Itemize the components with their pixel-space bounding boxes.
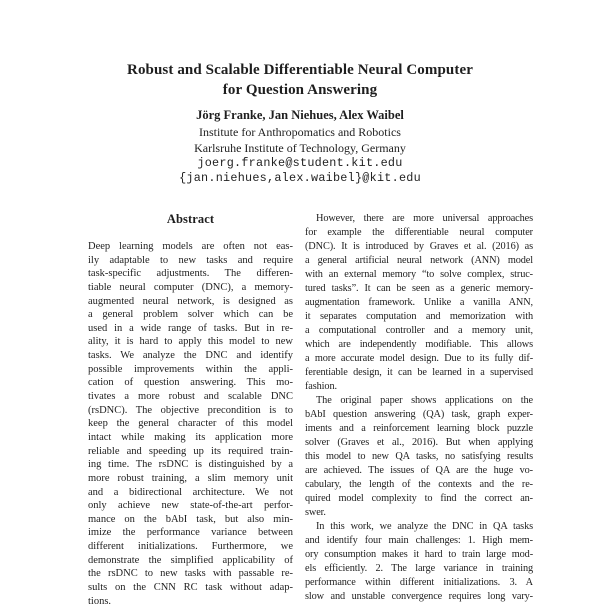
text-line: mance on the bAbI task, but also min-	[88, 513, 293, 525]
text-line: intact while making its application more	[88, 431, 293, 443]
text-line: ory consumption makes it hard to train large mod-	[305, 549, 533, 560]
text-line: this model to new QA tasks, no satisfying results	[305, 451, 533, 462]
text-line: ferentiable design, it can be learned in a supervised	[305, 367, 533, 378]
text-line: sults on the CNN RC task without adap-	[88, 582, 293, 594]
abstract-heading: Abstract	[166, 212, 215, 226]
text-line: reliable and speeding up its required train-	[88, 445, 293, 457]
text-line: quired model complexity to find the correct an-	[305, 493, 533, 504]
text-line: possible improvements within the appli-	[88, 363, 293, 375]
text-line: with an external memory “to solve complex, struc-	[305, 269, 533, 280]
text-line: augmentation framework. Unlike a vanilla ANN,	[305, 297, 533, 308]
abstract-body	[88, 240, 293, 608]
text-line: Deep learning models are often not eas-	[88, 241, 293, 252]
text-line: a general problem solver which can be	[88, 309, 293, 321]
text-line: for example the differentiable neural computer	[305, 227, 533, 238]
text-line: augmented neural network, is designed as	[88, 295, 293, 307]
text-line: imize the performance variance between	[88, 527, 293, 539]
text-line: are achieved. The issues of QA are the huge vo-	[305, 465, 533, 476]
text-line: only achieve new state-of-the-art perfor-	[88, 500, 293, 512]
text-line: slow and unstable convergence requires long vary-	[305, 591, 533, 602]
text-line: ily adaptable to new tasks and require	[88, 254, 293, 266]
paper-title-line2: for Question Answering	[222, 82, 378, 98]
text-line: tions.	[88, 595, 112, 607]
text-line: ality, it is hard to apply this model to new	[88, 336, 293, 348]
text-line: used in a wide range of tasks. But in re-	[88, 322, 293, 334]
text-line: different initializations. Furthermore, we	[88, 541, 293, 553]
text-line: it separates computation and memorization with	[305, 311, 533, 322]
text-line: and a bidirectional architecture. We not	[88, 486, 293, 498]
text-line: a computational controller and a memory unit,	[305, 325, 533, 336]
affiliation-line1: Institute for Anthropomatics and Robotics	[199, 125, 401, 139]
email-line1: joerg.franke@student.kit.edu	[197, 156, 403, 170]
affiliation-line2: Karlsruhe Institute of Technology, Germany	[194, 140, 406, 155]
text-line: In this work, we analyze the DNC in QA tasks	[316, 521, 533, 532]
text-line: tasks. We analyze the DNC and identify	[88, 350, 293, 362]
text-line: the rsDNC to new tasks with passable re-	[88, 568, 293, 580]
text-line: and identify four main challenges: 1. High mem-	[305, 535, 533, 546]
paper-title-line1: Robust and Scalable Differentiable Neural Computer	[127, 62, 473, 78]
text-line: a more accurate model design. Due to its fully dif-	[305, 353, 533, 364]
text-line: demonstrate the simplified applicability of	[88, 554, 293, 566]
left-column	[88, 212, 293, 608]
text-line: swer.	[305, 507, 326, 518]
author-block	[0, 107, 600, 185]
text-line: iments and a reinforcement learning block puzzle	[305, 423, 533, 434]
text-line: The original paper shows applications on the	[316, 395, 533, 406]
paper-title	[0, 60, 600, 100]
author-names: Jörg Franke, Jan Niehues, Alex Waibel	[196, 108, 404, 122]
text-line: ing time. The rsDNC is distinguished by a	[88, 459, 293, 471]
text-line: (rsDNC). The objective precondition is to	[88, 404, 293, 416]
text-line: However, there are more universal approaches	[316, 213, 533, 224]
text-line: which are independently modifiable. This allows	[305, 339, 533, 350]
text-line: cation of question answering. This mo-	[88, 377, 293, 389]
text-line: performance within different initializations. 3. A	[305, 577, 533, 588]
right-column	[305, 212, 533, 604]
text-line: cabulary, the length of the contexts and the re-	[305, 479, 533, 490]
text-line: more robust training, a slim memory unit	[88, 472, 293, 484]
text-line: fashion.	[305, 381, 337, 392]
text-line: bAbI question answering (QA) task, graph exper-	[305, 409, 533, 420]
text-line: els efficiently. 2. The large variance in training	[305, 563, 533, 574]
text-line: tured tasks”. It can be seen as a generic memory-	[305, 283, 533, 294]
text-line: keep the general character of this model	[88, 418, 293, 430]
text-line: solver (Graves et al., 2016). But when applying	[305, 437, 533, 448]
text-line: tivates a more robust and scalable DNC	[88, 391, 293, 403]
text-line: tiable neural computer (DNC), a memory-	[88, 281, 293, 293]
text-line: (DNC). It is introduced by Graves et al. (2016) as	[305, 241, 533, 252]
text-line: a general artificial neural network (ANN) model	[305, 255, 533, 266]
email-line2: {jan.niehues,alex.waibel}@kit.edu	[179, 170, 421, 185]
text-line: task-specific adjustments. The differen-	[88, 268, 293, 280]
